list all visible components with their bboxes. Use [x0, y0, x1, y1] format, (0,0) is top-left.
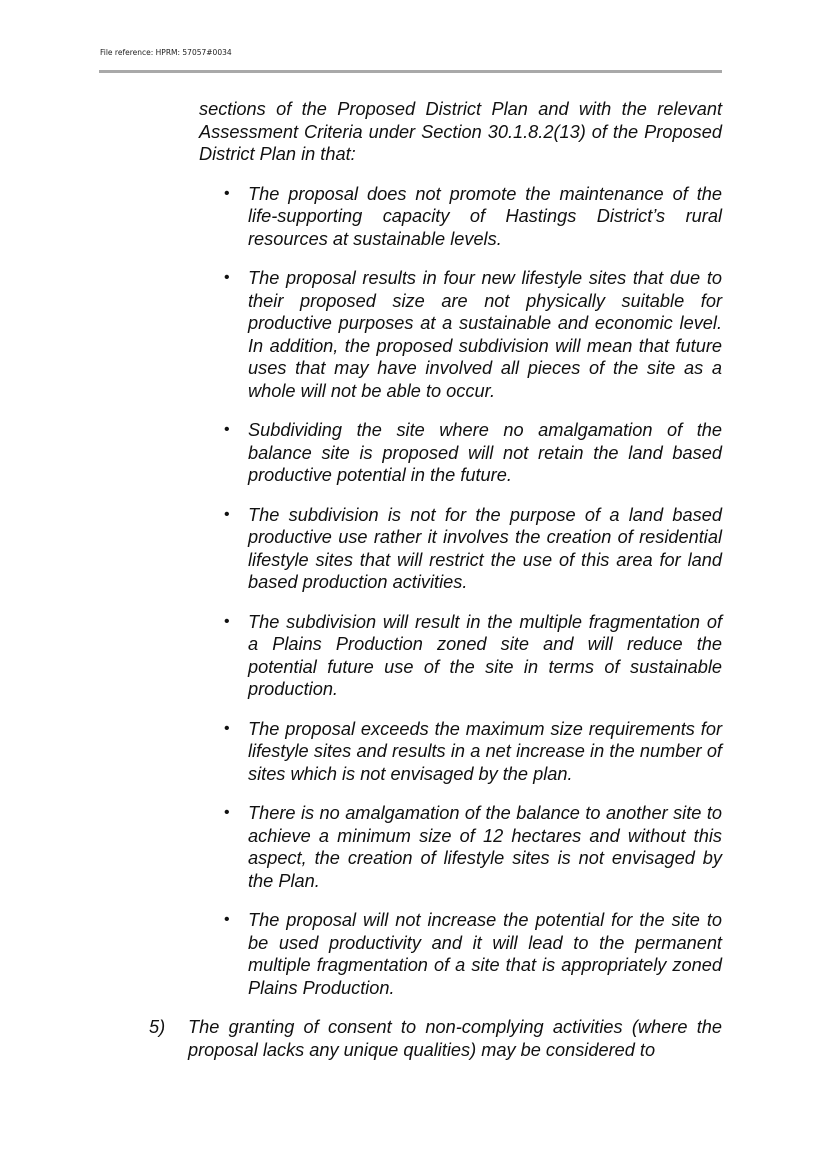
list-item-text: Subdividing the site where no amalgamation of the balance site is proposed will not retain the land based productive potential in the future.: [248, 420, 722, 485]
list-item-text: The subdivision will result in the multiple fragmentation of a Plains Production zoned site and will reduce the potential future use of the site in terms of sustainable production.: [248, 611, 722, 699]
list-item-text: The proposal exceeds the maximum size requirements for lifestyle sites and results in a net increase in the number of sites which is not envisaged by the plan.: [248, 718, 722, 784]
bullet-icon: •: [224, 911, 230, 928]
list-item: [224, 183, 722, 251]
bullet-icon: •: [224, 269, 230, 286]
bullet-icon: •: [224, 804, 230, 821]
bullet-icon: •: [224, 421, 230, 438]
intro-paragraph: sections of the Proposed District Plan and with the relevant Assessment Criteria under Section 30.1.8.2(13) of the Proposed District Plan in that:: [199, 99, 722, 164]
bullet-icon: •: [224, 719, 230, 737]
bullet-icon: •: [224, 612, 230, 630]
list-item: [224, 909, 722, 999]
list-item: [224, 611, 722, 701]
paragraph-number: 5): [149, 1017, 166, 1037]
list-item-text: The proposal results in four new lifestyle sites that due to their proposed size are not physically suitable for productive purposes at a sustainable and economic level. In addition, the proposed subdivision will mean that future uses that may have involved all pieces of the site as a whole will not be able to occur.: [248, 268, 722, 401]
list-item: [224, 419, 722, 487]
bullet-icon: •: [224, 505, 230, 523]
paragraph-text: The granting of consent to non-complying activities (where the proposal lacks any unique qualities) may be considered to: [188, 1017, 722, 1060]
numbered-paragraph-5: [149, 1016, 722, 1061]
document-body: [0, 98, 821, 1061]
bullet-icon: •: [224, 184, 230, 202]
list-item-text: The proposal does not promote the maintenance of the life-supporting capacity of Hastings District’s rural resources at sustainable levels.: [248, 183, 722, 249]
list-item: [224, 504, 722, 594]
list-item-text: The proposal will not increase the potential for the site to be used productivity and it will lead to the permanent multiple fragmentation of a site that is appropriately zoned Plains Production.: [248, 910, 722, 998]
list-item: [224, 718, 722, 786]
list-item-text: There is no amalgamation of the balance to another site to achieve a minimum size of 12 hectares and without this aspect, the creation of lifestyle sites is not envisaged by the Plan.: [248, 803, 722, 891]
list-item-text: The subdivision is not for the purpose of a land based productive use rather it involves the creation of residential lifestyle sites that will restrict the use of this area for land based production activities.: [248, 504, 722, 592]
list-item: [224, 802, 722, 892]
list-item: [224, 267, 722, 402]
file-reference: File reference: HPRM: 57057#0034: [100, 48, 232, 57]
header-divider: [99, 70, 722, 73]
reasons-list: [0, 183, 821, 1000]
